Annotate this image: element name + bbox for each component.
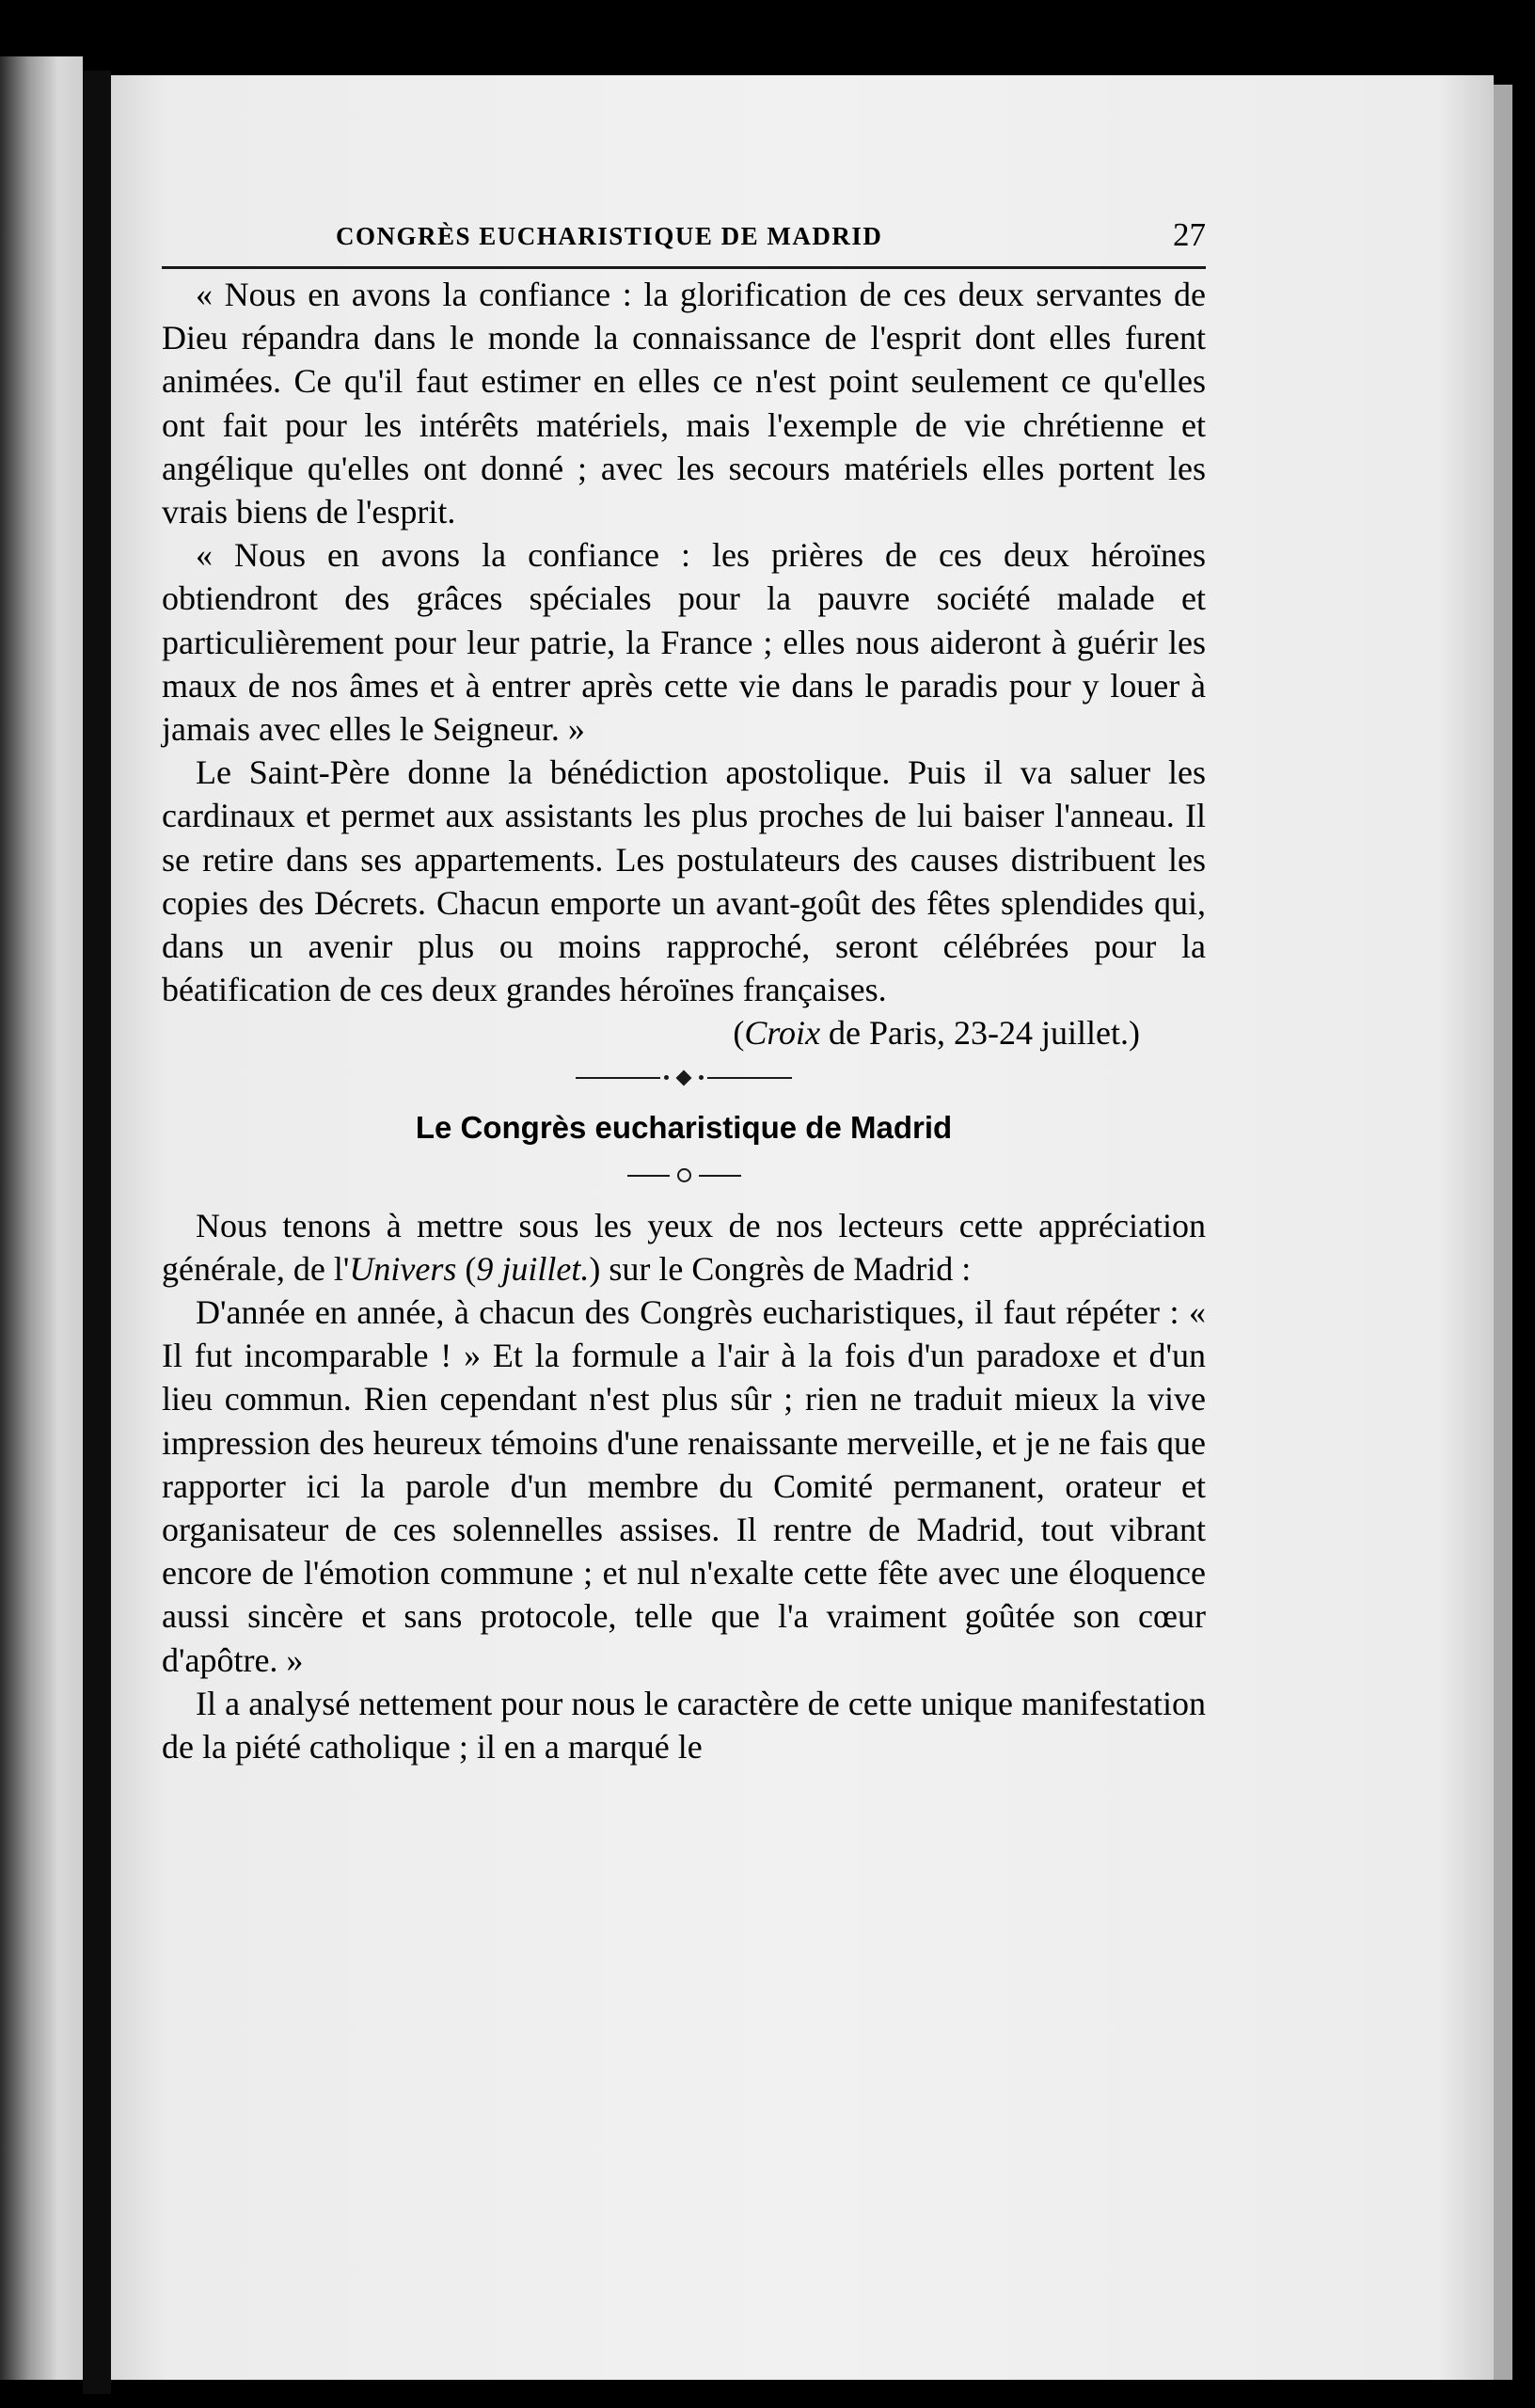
page-number: 27: [1173, 216, 1206, 253]
page-right-edge: [1494, 85, 1512, 2380]
paragraph-1: « Nous en avons la confiance : la glorification de ces deux servantes de Dieu répandra dans le monde la connaissance de l'esprit dont elles furent animées. Ce qu'il faut estimer en elles ce n'est point seulement ce qu'elles ont fait pour les intérêts matériels, mais l'exemple de vie chrétienne et angélique qu'elles ont donné ; avec les secours matériels elles portent les vrais biens de l'esprit.: [162, 276, 1206, 531]
paragraph-5: D'année en année, à chacun des Congrès eucharistiques, il faut répéter : « Il fut incomparable ! » Et la formule a l'air à la fois d'un paradoxe et d'un lieu commun. Rien cependant n'est plus sûr ; rien ne traduit mieux la vive impression des heureux témoins d'une renaissante merveille, et je ne fais que rapporter ici la parole d'un membre du Comité permanent, orateur et organisateur de ces solennelles assises. Il rentre de Madrid, tout vibrant encore de l'émotion commune ; et nul n'exalte cette fête avec une éloquence aussi sincère et sans protocole, telle que l'a vraiment goûtée son cœur d'apôtre. »: [162, 1293, 1206, 1679]
univers-title: Univers: [349, 1249, 457, 1288]
citation: (Croix de Paris, 23-24 juillet.): [733, 1014, 1140, 1053]
running-head: [162, 216, 1206, 261]
section-heading: Le Congrès eucharistique de Madrid: [415, 1109, 953, 1145]
small-divider: [162, 1155, 1206, 1196]
body-text: [162, 273, 1206, 1768]
paragraph-6: Il a analysé nettement pour nous le caractère de cette unique manifestation de la piété catholique ; il en a marqué le: [162, 1684, 1206, 1766]
paragraph-3: Le Saint-Père donne la bénédiction apostolique. Puis il va saluer les cardinaux et permet aux assistants les plus proches de lui baiser l'anneau. Il se retire dans ses appartements. Les postulateurs des causes distribuent les copies des Décrets. Chacun emporte un avant-goût des fêtes splendides qui, dans un avenir plus ou moins rapproché, seront célébrées pour la béatification de ces deux grandes héroïnes françaises.: [162, 753, 1206, 1009]
citation-source: Croix: [744, 1014, 821, 1053]
binding-edge: [0, 56, 83, 2380]
paragraph-4: Nous tenons à mettre sous les yeux de nos lecteurs cette appréciation générale, de l'Univers (9 juillet.) sur le Congrès de Madrid :: [162, 1206, 1206, 1288]
page-gutter: [83, 71, 111, 2394]
running-title: CONGRÈS EUCHARISTIQUE DE MADRID: [336, 222, 883, 250]
header-rule: [162, 266, 1206, 269]
univers-date: 9 juillet.: [476, 1249, 590, 1288]
ornamental-divider: [162, 1059, 1206, 1097]
paragraph-2: « Nous en avons la confiance : les prières de ces deux héroïnes obtiendront des grâces spéciales pour la pauvre société malade et particulièrement pour leur patrie, la France ; elles nous aideront à guérir les maux de nos âmes et à entrer après cette vie dans le paradis pour y louer à jamais avec elles le Seigneur. »: [162, 536, 1206, 749]
